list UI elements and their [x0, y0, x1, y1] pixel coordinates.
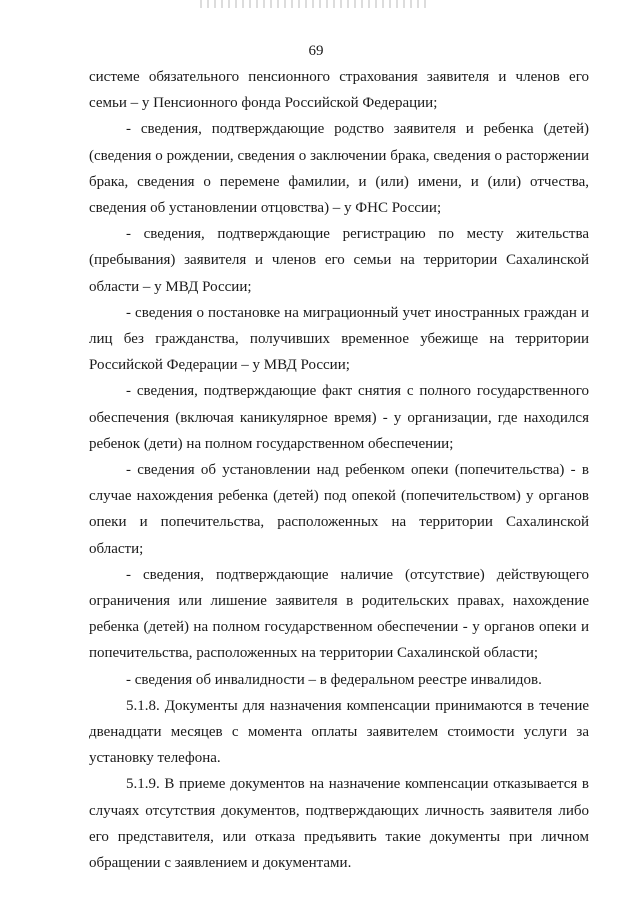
- clause-5-1-8: 5.1.8. Документы для назначения компенсации принимаются в течение двенадцати месяцев с момента оплаты заявителем стоимости услуги за установку телефона.: [89, 697, 589, 767]
- list-item-registration: - сведения, подтверждающие регистрацию по месту жительства (пребывания) заявителя и членов его семьи на территории Сахалинской области – у МВД России;: [89, 226, 589, 295]
- document-body: [89, 64, 589, 876]
- list-item-migration: - сведения о постановке на миграционный учет иностранных граждан и лиц без гражданства, получивших временное убежище на территории Российской Федерации – у МВД России;: [89, 304, 589, 374]
- list-item-state-support: - сведения, подтверждающие факт снятия с полного государственного обеспечения (включая каникулярное время) - у организации, где находился ребенок (дети) на полном государственном обеспечении;: [89, 383, 589, 452]
- page-number: 69: [308, 43, 324, 59]
- list-item-kinship: - сведения, подтверждающие родство заявителя и ребенка (детей) (сведения о рождении, сведения о заключении брака, сведения о расторжении брака, сведения о перемене фамилии, и (или) имени, и (или) отчества, сведения об установлении отцовства) – у ФНС России;: [89, 121, 589, 217]
- paragraph-continuation: системе обязательного пенсионного страхования заявителя и членов его семьи – у Пенсионного фонда Российской Федерации;: [89, 69, 589, 112]
- scan-artifact: [200, 0, 430, 8]
- list-item-parental-rights: - сведения, подтверждающие наличие (отсутствие) действующего ограничения или лишение заявителя в родительских правах, нахождение ребенка (детей) на полном государственном обеспечении - у органов опеки и попечительства, расположенных на территории Сахалинской области;: [89, 566, 589, 662]
- clause-5-1-9: 5.1.9. В приеме документов на назначение компенсации отказывается в случаях отсутствия документов, подтверждающих личность заявителя либо его представителя, или отказа предъявить такие документы при личном обращении с заявлением и документами.: [89, 776, 589, 872]
- list-item-disability: - сведения об инвалидности – в федеральном реестре инвалидов.: [126, 671, 542, 688]
- list-item-guardianship: - сведения об установлении над ребенком опеки (попечительства) - в случае нахождения ребенка (детей) под опекой (попечительством) у органов опеки и попечительства, расположенных на территории Сахалинской области;: [89, 462, 589, 557]
